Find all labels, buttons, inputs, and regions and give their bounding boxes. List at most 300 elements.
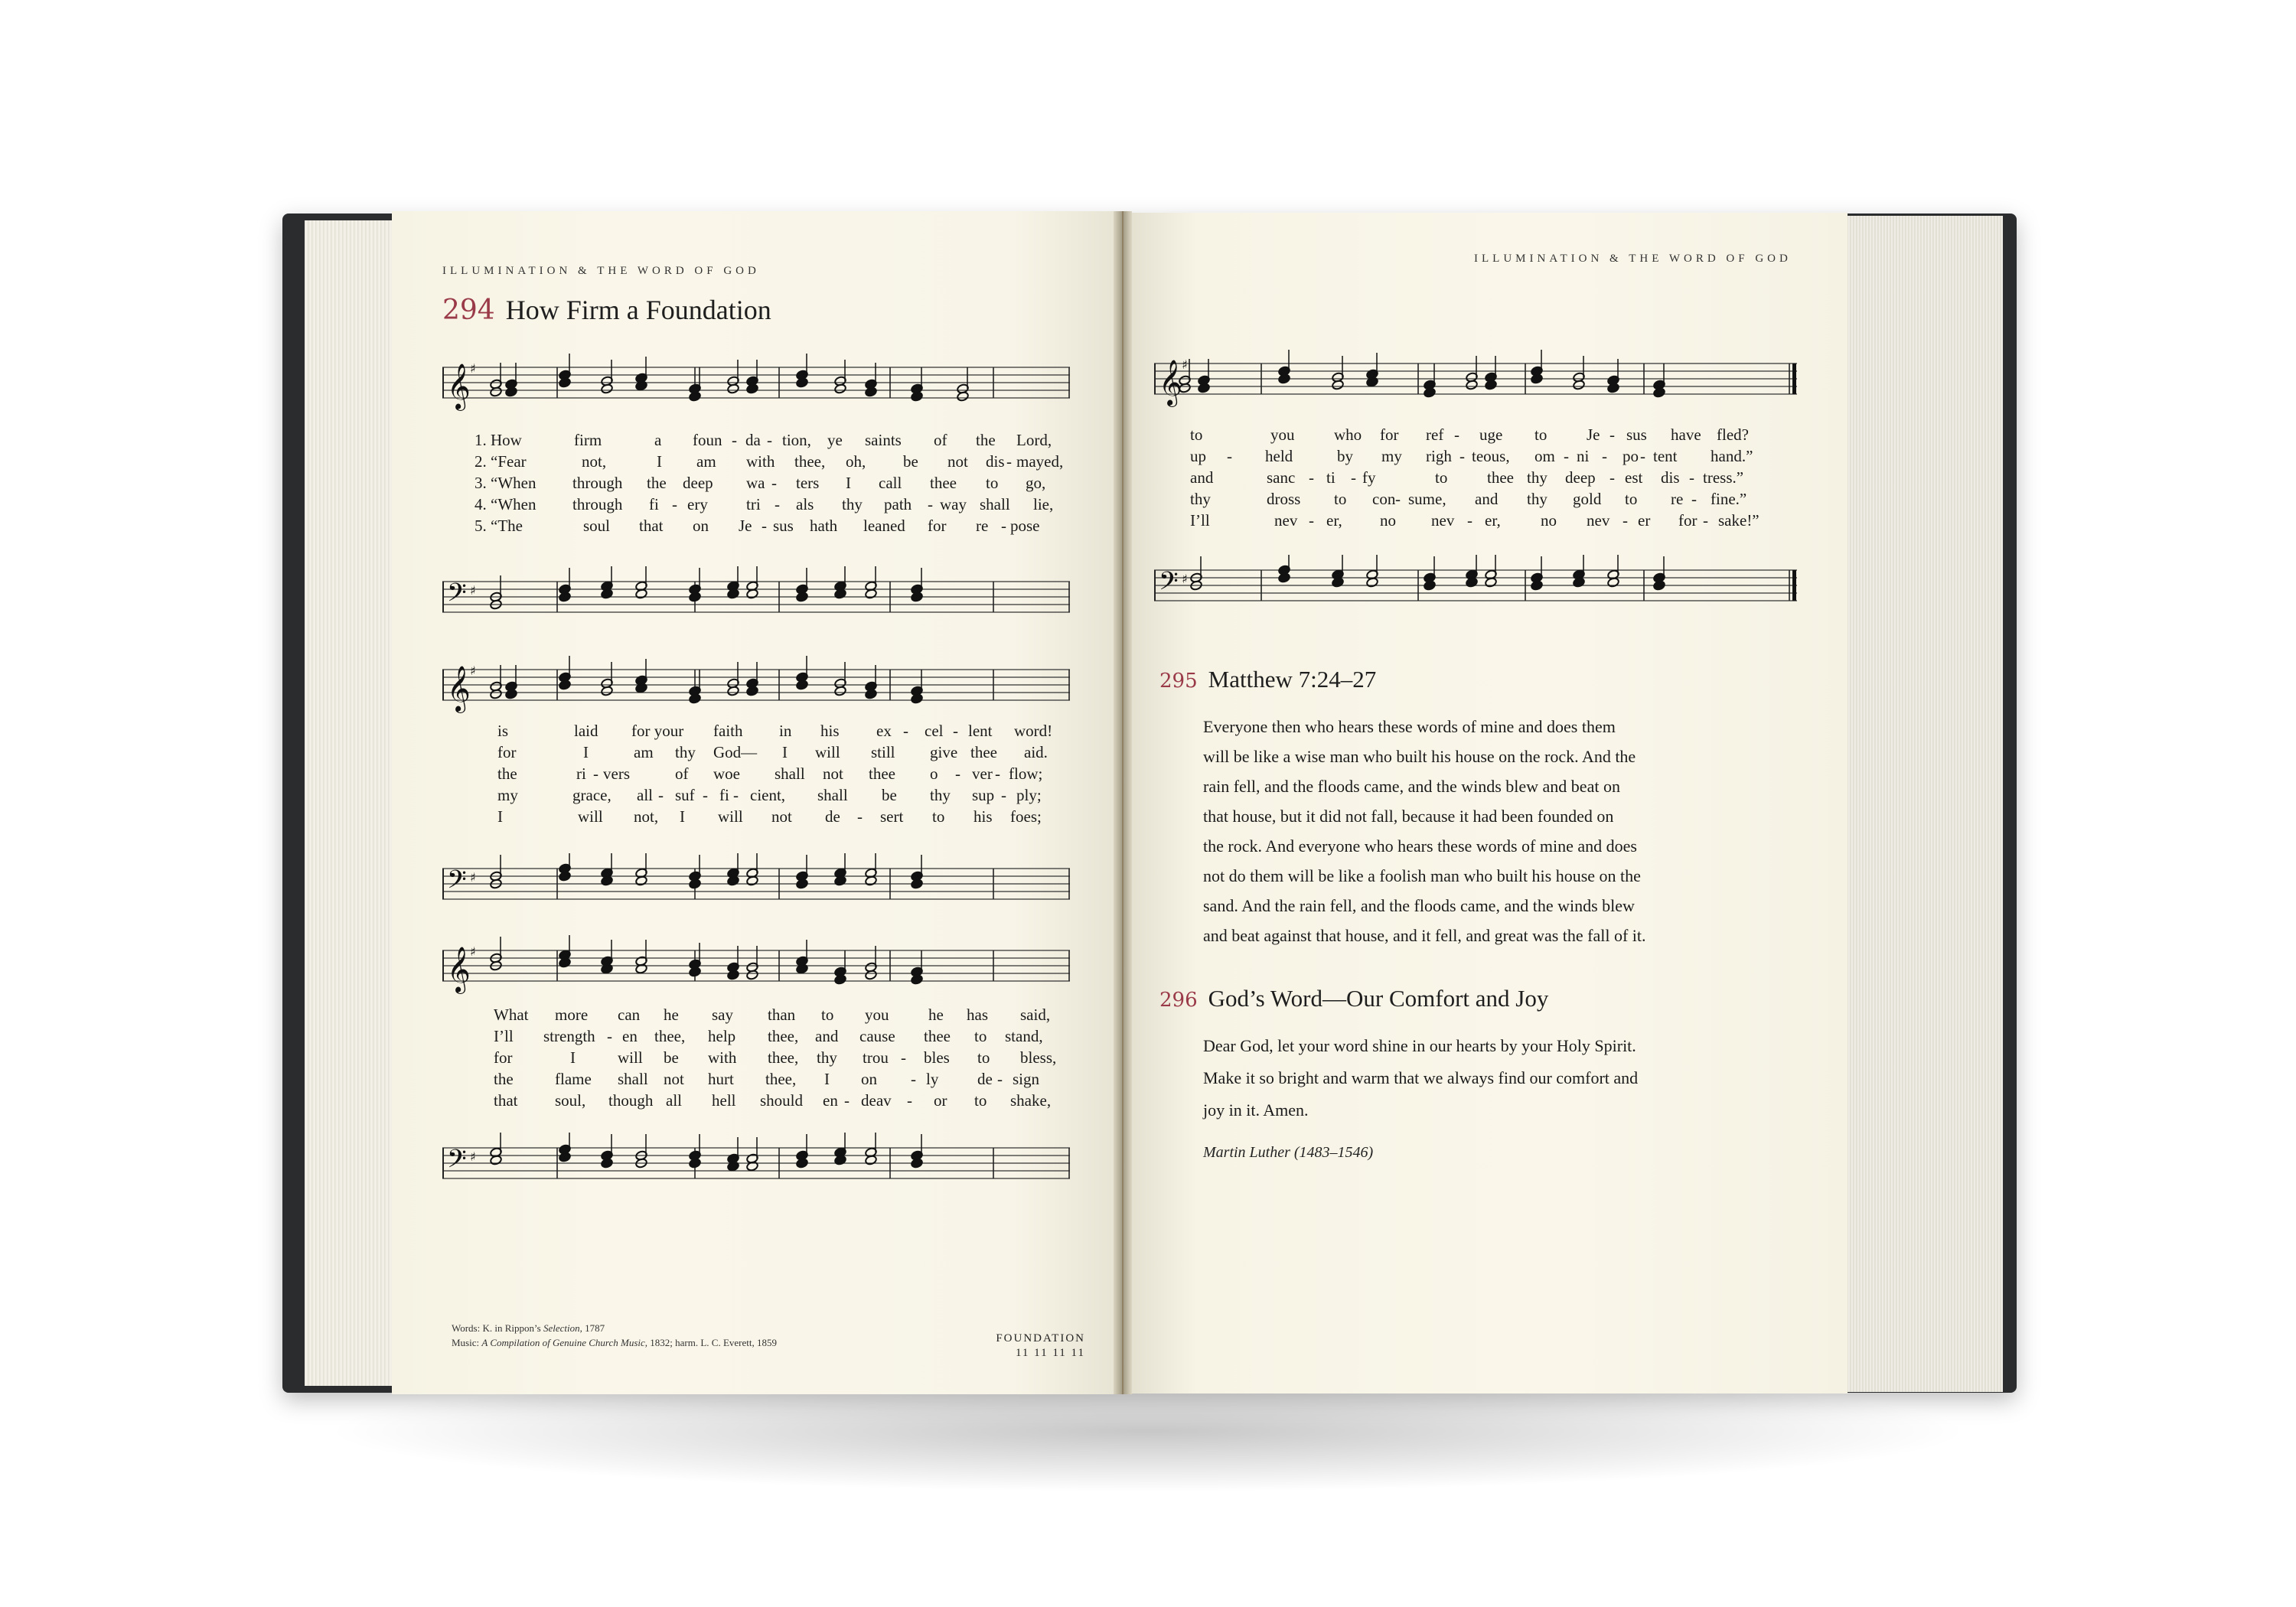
verse-text: om <box>1534 447 1555 465</box>
verse-text: 4. “When <box>475 495 536 513</box>
verse-text: da <box>745 431 761 449</box>
key-sharp-icon: ♯ <box>1182 357 1188 372</box>
verse-text: thy <box>1190 490 1211 508</box>
verse-text: - <box>1703 511 1708 530</box>
verse-text: for <box>1380 425 1399 444</box>
verse-text: am <box>634 743 654 761</box>
verse-text: sus <box>773 517 794 535</box>
text-line: the rock. And everyone who hears these words of mine and does <box>1203 836 1637 856</box>
book-gutter <box>1114 211 1132 1394</box>
lyrics-system-3 <box>494 1005 1071 1112</box>
verse-text: - <box>1689 468 1694 487</box>
key-sharp-icon: ♯ <box>470 944 476 959</box>
verse-text: trou <box>863 1048 889 1067</box>
verse-text: Lord, <box>1016 431 1052 449</box>
verse-text: with <box>708 1048 737 1067</box>
key-sharp-icon: ♯ <box>1182 572 1188 586</box>
verse-text: shake, <box>1010 1091 1052 1110</box>
bass-staff-1 <box>442 566 1070 627</box>
lyric-line <box>494 1026 1071 1048</box>
verse-text: I <box>497 807 503 826</box>
verse-text: righ <box>1426 447 1452 465</box>
verse-text: all <box>666 1091 682 1110</box>
bass-clef-icon: 𝄢 <box>447 865 467 901</box>
text-line: will be like a wise man who built his house on the rock. And the <box>1203 747 1636 766</box>
verse-text: de <box>977 1070 993 1088</box>
treble-clef-icon: 𝄞 <box>447 363 471 409</box>
key-sharp-icon: ♯ <box>470 361 476 376</box>
verse-text: ery <box>687 495 708 513</box>
verse-text: ver <box>972 764 993 783</box>
verse-text: not <box>947 452 968 471</box>
verse-text: thy <box>842 495 863 513</box>
verse-text: thee <box>924 1027 951 1045</box>
verse-text: thy <box>1527 490 1548 508</box>
text-line: Everyone then who hears these words of mine and does them <box>1203 717 1616 736</box>
verse-text: - <box>593 764 598 783</box>
verse-text: on <box>693 517 709 535</box>
verse-text: - <box>857 807 863 826</box>
key-sharp-icon: ♯ <box>470 663 476 678</box>
verse-text: dis <box>1661 468 1680 487</box>
verse-text: faith <box>713 722 743 740</box>
verse-text: not <box>771 807 792 826</box>
verse-text: of <box>675 764 689 783</box>
credit-source: A Compilation of Genuine Church Music, <box>481 1337 648 1348</box>
verse-text: - <box>907 1091 912 1110</box>
verse-text: will <box>578 807 603 826</box>
verse-text: teous, <box>1472 447 1510 465</box>
verse-text: grace, <box>572 786 612 804</box>
verse-text: - <box>1006 452 1012 471</box>
lyric-line <box>494 1048 1071 1069</box>
verse-text: and <box>1190 468 1214 487</box>
verse-text: dis <box>986 452 1005 471</box>
verse-text: he <box>664 1006 679 1024</box>
verse-text: soul <box>583 517 611 535</box>
verse-text: my <box>1381 447 1402 465</box>
verse-text: I <box>824 1070 830 1088</box>
verse-text: thee, <box>794 452 826 471</box>
verse-text: gold <box>1573 490 1602 508</box>
lyrics-continuation <box>1190 425 1795 532</box>
treble-staff-4 <box>1154 348 1797 409</box>
verse-text: shall <box>980 495 1010 513</box>
verse-text: re <box>976 517 989 535</box>
verse-text: - <box>733 786 739 804</box>
verse-text: firm <box>574 431 602 449</box>
lyric-line <box>475 516 1071 537</box>
final-barline <box>1792 570 1796 601</box>
verse-text: you <box>865 1006 889 1024</box>
verse-text: his <box>974 807 993 826</box>
lyric-line <box>475 451 1071 473</box>
verse-text: ply; <box>1016 786 1042 804</box>
verse-text: shall <box>775 764 805 783</box>
verse-text: you <box>1270 425 1295 444</box>
verse-text: to <box>1190 425 1203 444</box>
verse-text: for <box>497 743 517 761</box>
hymn-title-294 <box>442 294 771 326</box>
verse-text: not, <box>634 807 659 826</box>
lyric-line <box>497 721 1071 742</box>
verse-text: thee, <box>768 1027 799 1045</box>
verse-text: thee, <box>654 1027 686 1045</box>
verse-text: - <box>732 431 737 449</box>
treble-staff-2 <box>442 654 1070 715</box>
final-barline <box>1792 363 1796 394</box>
verse-text: ri <box>576 764 586 783</box>
verse-text: still <box>871 743 895 761</box>
verse-text: thee <box>930 474 957 492</box>
verse-text: by <box>1337 447 1353 465</box>
verse-text: - <box>775 495 780 513</box>
verse-text: I <box>680 807 685 826</box>
verse-text: strength <box>543 1027 595 1045</box>
verse-text: - <box>1351 468 1356 487</box>
lyric-line <box>497 807 1071 828</box>
credit-text: 1832; harm. L. C. Everett, 1859 <box>650 1337 777 1348</box>
bass-staff-2 <box>442 853 1070 914</box>
key-sharp-icon: ♯ <box>470 1149 476 1164</box>
verse-text: help <box>708 1027 736 1045</box>
verse-text: - <box>1454 425 1459 444</box>
verse-text: than <box>768 1006 796 1024</box>
verse-text: the <box>497 764 517 783</box>
verse-text: bless, <box>1020 1048 1057 1067</box>
treble-clef-icon: 𝄞 <box>447 947 471 993</box>
verse-text: - <box>928 495 933 513</box>
verse-text: er, <box>1485 511 1501 530</box>
verse-text: nev <box>1274 511 1298 530</box>
bass-clef-icon: 𝄢 <box>447 1145 467 1180</box>
text-line: not do them will be like a foolish man who built his house on the <box>1203 866 1641 885</box>
verse-text: er <box>1638 511 1651 530</box>
verse-text: hurt <box>708 1070 734 1088</box>
verse-text: will <box>815 743 840 761</box>
verse-text: 3. “When <box>475 474 536 492</box>
verse-text: - <box>1640 447 1645 465</box>
verse-text: for <box>494 1048 513 1067</box>
verse-text: flow; <box>1009 764 1043 783</box>
verse-text: mayed, <box>1016 452 1064 471</box>
verse-text: is <box>497 722 509 740</box>
verse-text: - <box>703 786 708 804</box>
verse-text: said, <box>1020 1006 1051 1024</box>
verse-text: deav <box>861 1091 892 1110</box>
verse-text: fy <box>1362 468 1376 487</box>
verse-text: - <box>1001 517 1006 535</box>
verse-text: fi <box>719 786 729 804</box>
lyric-line <box>475 473 1071 494</box>
lyric-line <box>1190 446 1795 468</box>
verse-text: sus <box>1626 425 1647 444</box>
verse-text: nev <box>1587 511 1610 530</box>
left-page-edges <box>305 220 396 1386</box>
verse-text: als <box>796 495 814 513</box>
meter: 11 11 11 11 <box>1015 1347 1085 1359</box>
verse-text: - <box>955 764 960 783</box>
verse-text: the <box>647 474 667 492</box>
verse-text: be <box>903 452 918 471</box>
lyric-line <box>497 742 1071 764</box>
verse-text: saints <box>865 431 902 449</box>
verse-text: thy <box>1527 468 1548 487</box>
credit-text: 1787 <box>585 1322 605 1334</box>
verse-text: - <box>1459 447 1465 465</box>
prayer-title-text: God’s Word—Our Comfort and Joy <box>1208 985 1549 1012</box>
verse-text: - <box>672 495 677 513</box>
text-line: joy in it. Amen. <box>1203 1100 1309 1120</box>
verse-text: de <box>825 807 840 826</box>
verse-text: will <box>718 807 743 826</box>
verse-text: give <box>930 743 958 761</box>
verse-text: fine.” <box>1711 490 1747 508</box>
verse-text: flame <box>555 1070 592 1088</box>
verse-text: hell <box>712 1091 736 1110</box>
verse-text: call <box>879 474 902 492</box>
text-line: and beat against that house, and it fell, and great was the fall of it. <box>1203 926 1646 945</box>
lyric-line <box>494 1005 1071 1026</box>
verse-text: I’ll <box>494 1027 514 1045</box>
verse-text: can <box>618 1006 641 1024</box>
verse-text: - <box>658 786 664 804</box>
lyric-line <box>475 430 1071 451</box>
credit-label: Music: <box>452 1337 480 1348</box>
verse-text: to <box>977 1048 990 1067</box>
verse-text: en <box>622 1027 638 1045</box>
verse-text: up <box>1190 447 1206 465</box>
text-line: Dear God, let your word shine in our hearts by your Holy Spirit. <box>1203 1036 1636 1055</box>
verse-text: laid <box>574 722 598 740</box>
verse-text: 5. “The <box>475 517 523 535</box>
verse-text: - <box>1395 490 1401 508</box>
verse-text: ly <box>926 1070 939 1088</box>
verse-text: re <box>1671 490 1684 508</box>
verse-text: not, <box>582 452 607 471</box>
verse-text: I <box>570 1048 576 1067</box>
verse-text: shall <box>817 786 848 804</box>
reading-title-text: Matthew 7:24–27 <box>1208 666 1377 693</box>
verse-text: sake!” <box>1718 511 1760 530</box>
verse-text: aid. <box>1024 743 1048 761</box>
prayer-number: 296 <box>1159 989 1198 1012</box>
verse-text: ex <box>876 722 892 740</box>
verse-text: pose <box>1010 517 1040 535</box>
verse-text: tion, <box>782 431 811 449</box>
verse-text: through <box>572 474 623 492</box>
verse-text: has <box>967 1006 988 1024</box>
verse-text: who <box>1334 425 1362 444</box>
verse-text: path <box>884 495 912 513</box>
lyric-line <box>1190 468 1795 489</box>
verse-text: thy <box>675 743 696 761</box>
verse-text: word! <box>1014 722 1053 740</box>
verse-text: to <box>821 1006 834 1024</box>
verse-text: thy <box>817 1048 837 1067</box>
verse-text: thee, <box>768 1048 799 1067</box>
lyrics-system-2 <box>497 721 1071 828</box>
verse-text: - <box>1609 468 1615 487</box>
verse-text: or <box>934 1091 947 1110</box>
verse-text: he <box>928 1006 944 1024</box>
verse-text: - <box>607 1027 612 1045</box>
verse-text: - <box>1564 447 1569 465</box>
verse-text: Je <box>1587 425 1600 444</box>
verse-text: - <box>1467 511 1473 530</box>
running-head-right: ILLUMINATION & THE WORD OF GOD <box>1474 253 1792 265</box>
verse-text: thee <box>869 764 895 783</box>
verse-text: tress.” <box>1703 468 1744 487</box>
verse-text: thy <box>930 786 951 804</box>
verse-text: wa <box>746 474 765 492</box>
lyric-line <box>497 764 1071 785</box>
verse-text: though <box>608 1091 654 1110</box>
verse-text: should <box>760 1091 804 1110</box>
verse-text: and <box>1475 490 1499 508</box>
verse-text: will <box>618 1048 643 1067</box>
verse-text: sup <box>972 786 995 804</box>
verse-text: - <box>911 1070 916 1088</box>
verse-text: sanc <box>1267 468 1296 487</box>
verse-text: God— <box>713 743 758 761</box>
verse-text: with <box>746 452 775 471</box>
verse-text: be <box>664 1048 679 1067</box>
key-sharp-icon: ♯ <box>470 583 476 598</box>
verse-text: 1. How <box>475 431 522 449</box>
hymn-title-text: How Firm a Foundation <box>505 295 771 325</box>
verse-text: oh, <box>846 452 866 471</box>
lyric-line <box>1190 425 1795 446</box>
right-page-edges <box>1846 216 2003 1392</box>
verse-text: leaned <box>863 517 905 535</box>
verse-text: lent <box>968 722 993 740</box>
verse-text: - <box>767 431 772 449</box>
verse-text: through <box>572 495 623 513</box>
verse-text: I <box>583 743 589 761</box>
verse-text: ni <box>1577 447 1590 465</box>
prayer-attribution: Martin Luther (1483–1546) <box>1203 1144 1374 1161</box>
verse-text: cause <box>859 1027 895 1045</box>
verse-text: foes; <box>1010 807 1042 826</box>
verse-text: cient, <box>750 786 786 804</box>
credit-text: K. in Rippon’s <box>482 1322 541 1334</box>
verse-text: suf <box>675 786 695 804</box>
reading-number: 295 <box>1159 670 1198 693</box>
lyric-line <box>497 785 1071 807</box>
verse-text: - <box>953 722 958 740</box>
verse-text: not <box>664 1070 684 1088</box>
verse-text: to <box>974 1091 987 1110</box>
verse-text: to <box>1534 425 1548 444</box>
verse-text: say <box>712 1006 733 1024</box>
verse-text: held <box>1265 447 1293 465</box>
verse-text: and <box>815 1027 839 1045</box>
verse-text: to <box>1334 490 1347 508</box>
credit-source: Selection, <box>543 1322 582 1334</box>
verse-text: all <box>637 786 653 804</box>
verse-text: - <box>771 474 777 492</box>
verse-text: the <box>494 1070 514 1088</box>
verse-text: Je <box>739 517 752 535</box>
verse-text: - <box>1001 786 1006 804</box>
verse-text: - <box>903 722 908 740</box>
verse-text: no <box>1541 511 1557 530</box>
verse-text: for <box>1678 511 1698 530</box>
verse-text: thee <box>970 743 997 761</box>
verse-text: for <box>928 517 947 535</box>
verse-text: of <box>934 431 947 449</box>
hymn-number: 294 <box>442 295 495 326</box>
running-head-left: ILLUMINATION & THE WORD OF GOD <box>442 265 760 277</box>
verse-text: lie, <box>1033 495 1054 513</box>
verse-text: est <box>1625 468 1643 487</box>
bass-clef-icon: 𝄢 <box>447 579 467 614</box>
verse-text: - <box>762 517 767 535</box>
verse-text: way <box>940 495 967 513</box>
prayer-text-296 <box>1203 1030 1785 1126</box>
verse-text: in <box>779 722 792 740</box>
verse-text: - <box>844 1091 850 1110</box>
verse-text: - <box>1609 425 1615 444</box>
verse-text: ye <box>827 431 843 449</box>
verse-text: cel <box>925 722 944 740</box>
verse-text: 2. “Fear <box>475 452 527 471</box>
verse-text: my <box>497 786 518 804</box>
verse-text: stand, <box>1005 1027 1043 1045</box>
words-credit <box>452 1321 777 1335</box>
verse-text: deep <box>1565 468 1596 487</box>
verse-text: hand.” <box>1711 447 1753 465</box>
verse-text: to <box>974 1027 987 1045</box>
verse-text: bles <box>924 1048 950 1067</box>
verse-text: ters <box>796 474 820 492</box>
verse-text: woe <box>713 764 740 783</box>
verse-text: o <box>930 764 938 783</box>
text-line: that house, but it did not fall, because it had been founded on <box>1203 807 1614 826</box>
verse-text: - <box>1309 468 1314 487</box>
lyric-line <box>494 1069 1071 1090</box>
verse-text: not <box>823 764 843 783</box>
reading-text-295 <box>1203 712 1785 950</box>
verse-text: sert <box>880 807 904 826</box>
lyric-line <box>1190 489 1795 510</box>
verse-text: What <box>494 1006 529 1024</box>
treble-staff-3 <box>442 935 1070 996</box>
verse-text: to <box>1625 490 1638 508</box>
tune-name: FOUNDATION <box>996 1332 1085 1345</box>
verse-text: the <box>976 431 996 449</box>
verse-text: vers <box>603 764 630 783</box>
verse-text: - <box>995 764 1000 783</box>
verse-text: his <box>820 722 840 740</box>
verse-text: to <box>1435 468 1448 487</box>
verse-text: con <box>1372 490 1396 508</box>
hymn-credits <box>452 1321 777 1350</box>
verse-text: fi <box>649 495 659 513</box>
verse-text: thee, <box>765 1070 797 1088</box>
verse-text: more <box>555 1006 589 1024</box>
verse-text: thee <box>1487 468 1514 487</box>
verse-text: hath <box>810 517 838 535</box>
treble-clef-icon: 𝄞 <box>1159 360 1182 406</box>
verse-text: that <box>494 1091 518 1110</box>
verse-text: en <box>823 1091 838 1110</box>
lyrics-system-1 <box>475 430 1071 537</box>
verse-text: - <box>1227 447 1232 465</box>
verse-text: - <box>1602 447 1607 465</box>
verse-text: a <box>654 431 662 449</box>
